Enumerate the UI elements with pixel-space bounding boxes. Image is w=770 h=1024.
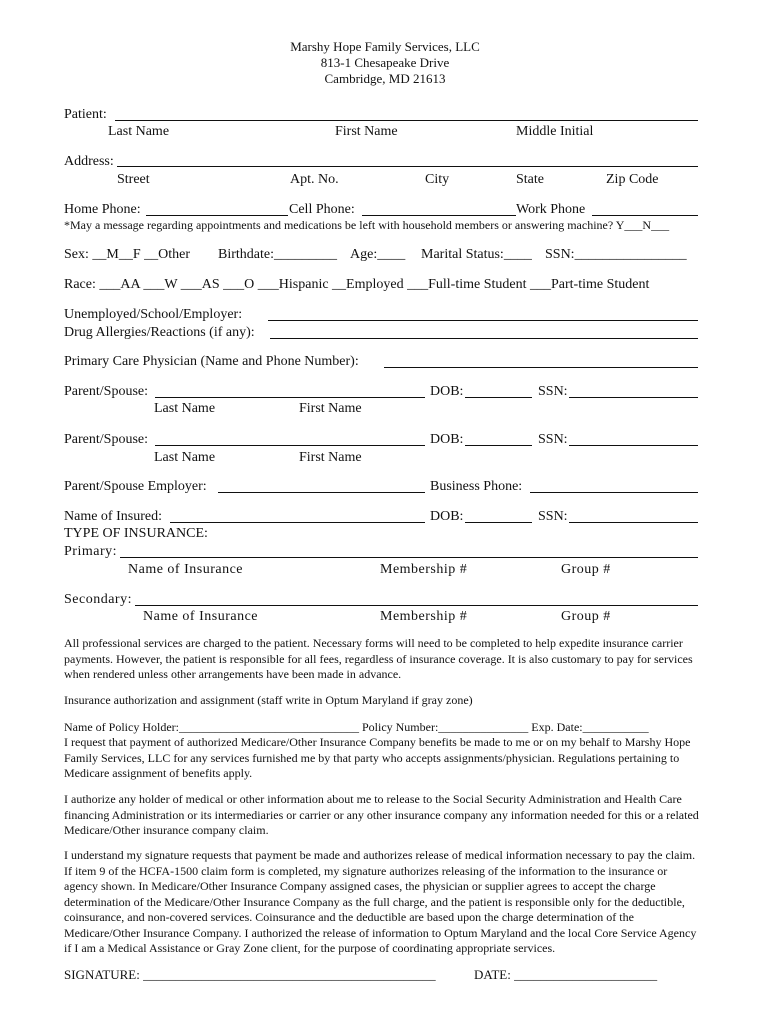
business-phone-label: Business Phone: [430, 479, 523, 494]
address-field[interactable] [117, 152, 698, 167]
org-city-line: Cambridge, MD 21613 [324, 71, 446, 86]
policy-holder-line[interactable]: Name of Policy Holder:______________________________ Policy Number:_______________ Exp. Date:___________ [64, 720, 649, 734]
parent2-label: Parent/Spouse: [64, 432, 148, 447]
signature-understanding-paragraph: I understand my signature requests that payment be made and authorizes release of medical information necessary to pay the claim. If item 9 of the HCFA-1500 claim form is completed, my signature authorizes releasing of the information to the insurance or agency shown. In Medicare/Other Insurance Company assigned cases, the physician or supplier agrees to accept the charge determination of the Medicare/Other Insurance Company as the full charge, and the patient is responsible only for the deductible, coinsurance, and non-covered services. Coinsurance and the deductible are based upon the charge determination of the Medicare/Other Insurance Company. I authorized the release of information to Optum Maryland and the local Core Service Agency if I am a Medical Assistance or Gray Zone client, for the purpose of coordinating appropriate services. [64, 848, 697, 955]
allergies-field[interactable] [270, 324, 698, 339]
parent1-last-name-caption: Last Name [154, 401, 216, 416]
insured-dob-field[interactable] [465, 508, 532, 523]
parent1-label: Parent/Spouse: [64, 384, 148, 399]
message-permission-note: *May a message regarding appointments and medications be left with household members or answering machine? Y___N___ [64, 218, 670, 232]
insurance-type-heading: TYPE OF INSURANCE: [64, 526, 208, 541]
physician-label: Primary Care Physician (Name and Phone Number): [64, 354, 359, 369]
address-street-caption: Street [117, 172, 150, 187]
secondary-membership-caption: Membership # [380, 609, 468, 624]
cell-phone-field[interactable] [362, 201, 516, 216]
parent2-ssn-field[interactable] [569, 431, 698, 446]
authorize-release-paragraph: I authorize any holder of medical or other information about me to release to the Social Security Administration and Health Care financing Administration or its intermediaries or carrier or any other insurance company any information needed for this or a related Medicare/Other insurance company claim. [64, 792, 699, 837]
insured-ssn-label: SSN: [538, 509, 568, 524]
primary-name-caption: Name of Insurance [128, 562, 244, 577]
primary-membership-caption: Membership # [380, 562, 468, 577]
employer-field[interactable] [268, 306, 698, 321]
request-payment-paragraph: I request that payment of authorized Medicare/Other Insurance Company benefits be made to me or on my behalf to Marshy Hope Family Services, LLC for any services furnished me by that party who accepts assignments/physician. Regulations pertaining to Medicare assignment of benefits apply. [64, 735, 691, 780]
patient-last-name-caption: Last Name [108, 124, 170, 139]
address-city-caption: City [425, 172, 450, 187]
patient-middle-initial-caption: Middle Initial [516, 124, 594, 139]
business-phone-field[interactable] [530, 478, 698, 493]
insured-name-field[interactable] [170, 508, 425, 523]
secondary-group-caption: Group # [561, 609, 611, 624]
parent-employer-label: Parent/Spouse Employer: [64, 479, 207, 494]
parent1-dob-label: DOB: [430, 384, 464, 399]
physician-field[interactable] [384, 353, 698, 368]
patient-first-name-caption: First Name [335, 124, 398, 139]
parent1-ssn-field[interactable] [569, 383, 698, 398]
allergies-label: Drug Allergies/Reactions (if any): [64, 325, 255, 340]
org-street: 813-1 Chesapeake Drive [320, 55, 450, 70]
marital-status-field[interactable]: Marital Status:____ [421, 247, 532, 262]
parent1-first-name-caption: First Name [299, 401, 362, 416]
race-employment-options[interactable]: Race: ___AA ___W ___AS ___O ___Hispanic __Employed ___Full-time Student ___Part-time Student [64, 277, 650, 292]
parent2-dob-field[interactable] [465, 431, 532, 446]
authorization-note: Insurance authorization and assignment (staff write in Optum Maryland if gray zone) [64, 693, 473, 707]
parent2-ssn-label: SSN: [538, 432, 568, 447]
parent1-name-field[interactable] [155, 383, 425, 398]
signature-field[interactable]: SIGNATURE: _____________________________________________ [64, 967, 436, 982]
work-phone-field[interactable] [592, 201, 698, 216]
ssn-field[interactable]: SSN:________________ [545, 247, 687, 262]
home-phone-field[interactable] [146, 201, 288, 216]
patient-label: Patient: [64, 107, 107, 122]
secondary-name-caption: Name of Insurance [143, 609, 259, 624]
insured-label: Name of Insured: [64, 509, 162, 524]
address-apt-caption: Apt. No. [290, 172, 339, 187]
parent2-dob-label: DOB: [430, 432, 464, 447]
signature-date-field[interactable]: DATE: ______________________ [474, 967, 658, 982]
address-label: Address: [64, 154, 114, 169]
org-name: Marshy Hope Family Services, LLC [290, 39, 480, 54]
primary-insurance-field[interactable] [120, 543, 698, 558]
insured-dob-label: DOB: [430, 509, 464, 524]
primary-insurance-label: Primary: [64, 544, 117, 559]
cell-phone-label: Cell Phone: [289, 202, 355, 217]
parent2-first-name-caption: First Name [299, 450, 362, 465]
age-field[interactable]: Age:____ [350, 247, 406, 262]
home-phone-label: Home Phone: [64, 202, 141, 217]
secondary-insurance-field[interactable] [135, 591, 698, 606]
birthdate-field[interactable]: Birthdate:_________ [218, 247, 337, 262]
work-phone-label: Work Phone [516, 202, 586, 217]
employer-label: Unemployed/School/Employer: [64, 307, 243, 322]
parent1-ssn-label: SSN: [538, 384, 568, 399]
parent1-dob-field[interactable] [465, 383, 532, 398]
secondary-insurance-label: Secondary: [64, 592, 132, 607]
charges-paragraph: All professional services are charged to the patient. Necessary forms will need to be completed to help expedite insurance carrier payments. However, the patient is responsible for all fees, regardless of insurance coverage. It is also customary to pay for services when rendered unless other arrangements have been made in advance. [64, 636, 693, 681]
patient-name-field[interactable] [115, 106, 698, 121]
insured-ssn-field[interactable] [569, 508, 698, 523]
primary-group-caption: Group # [561, 562, 611, 577]
parent2-name-field[interactable] [155, 431, 425, 446]
sex-options[interactable]: Sex: __M__F __Other [64, 247, 190, 262]
address-zip-caption: Zip Code [606, 172, 659, 187]
parent2-last-name-caption: Last Name [154, 450, 216, 465]
address-state-caption: State [516, 172, 544, 187]
parent-employer-field[interactable] [218, 478, 425, 493]
